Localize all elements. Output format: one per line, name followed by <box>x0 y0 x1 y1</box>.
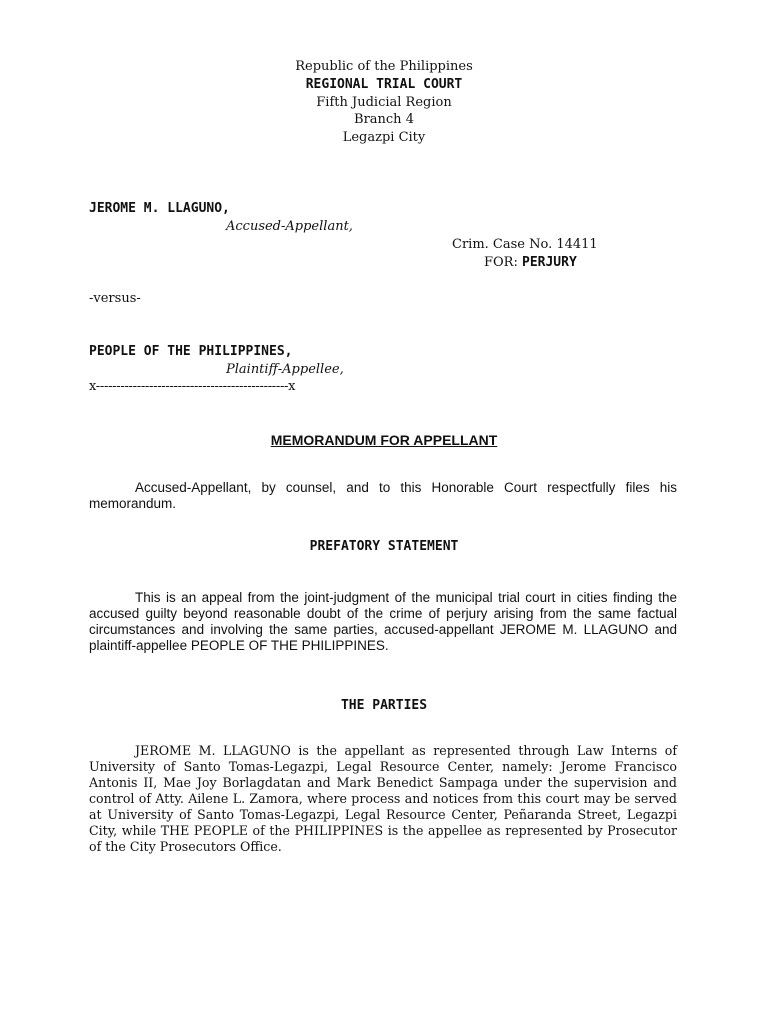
caption-branch: Branch 4 <box>354 112 414 127</box>
intro-paragraph <box>89 480 677 512</box>
document-title: MEMORANDUM FOR APPELLANT <box>270 432 498 448</box>
appellant-name: JEROME M. LLAGUNO, <box>89 201 230 216</box>
caption-city: Legazpi City <box>342 130 426 145</box>
versus-label: -versus- <box>89 291 141 306</box>
for-value: PERJURY <box>522 255 577 270</box>
caption-separator: x-----------------------------------------------x <box>89 379 296 394</box>
caption-region: Fifth Judicial Region <box>316 95 452 110</box>
caption-republic: Republic of the Philippines <box>295 59 473 74</box>
caption-court: REGIONAL TRIAL COURT <box>305 77 463 92</box>
parties-text: JEROME M. LLAGUNO is the appellant as represented through Law Interns of University of Santo Tomas-Legazpi, Legal Resource Center, namely: Jerome Francisco Antonis II, Mae Joy Borlagdatan and Mark Benedict Sampaga under the supervision and control of Atty. Ailene L. Zamora, where process and notices from this court may be served at University of Santo Tomas-Legazpi, Legal Resource Center, Peñaranda Street, Legazpi City, while THE PEOPLE of the PHILIPPINES is the appellee as represented by Prosecutor of the City Prosecutors Office. <box>89 743 677 854</box>
appellant-role: Accused-Appellant, <box>226 219 353 234</box>
intro-text: Accused-Appellant, by counsel, and to this Honorable Court respectfully files his memorandum. <box>89 480 677 511</box>
prefatory-paragraph <box>89 590 677 654</box>
for-label: FOR: <box>484 255 518 270</box>
prefatory-text: This is an appeal from the joint-judgment of the municipal trial court in cities finding the accused guilty beyond reasonable doubt of the crime of perjury arising from the same factual circumstances and involving the same parties, accused-appellant JEROME M. LLAGUNO and plaintiff-appellee PEOPLE OF THE PHILIPPINES. <box>89 590 677 653</box>
parties-heading: THE PARTIES <box>340 698 428 713</box>
parties-paragraph <box>89 743 677 855</box>
appellee-role: Plaintiff-Appellee, <box>226 362 344 377</box>
case-number: Crim. Case No. 14411 <box>452 237 598 252</box>
case-charge <box>484 254 577 271</box>
appellee-name: PEOPLE OF THE PHILIPPINES, <box>89 344 293 359</box>
prefatory-heading: PREFATORY STATEMENT <box>309 539 459 554</box>
